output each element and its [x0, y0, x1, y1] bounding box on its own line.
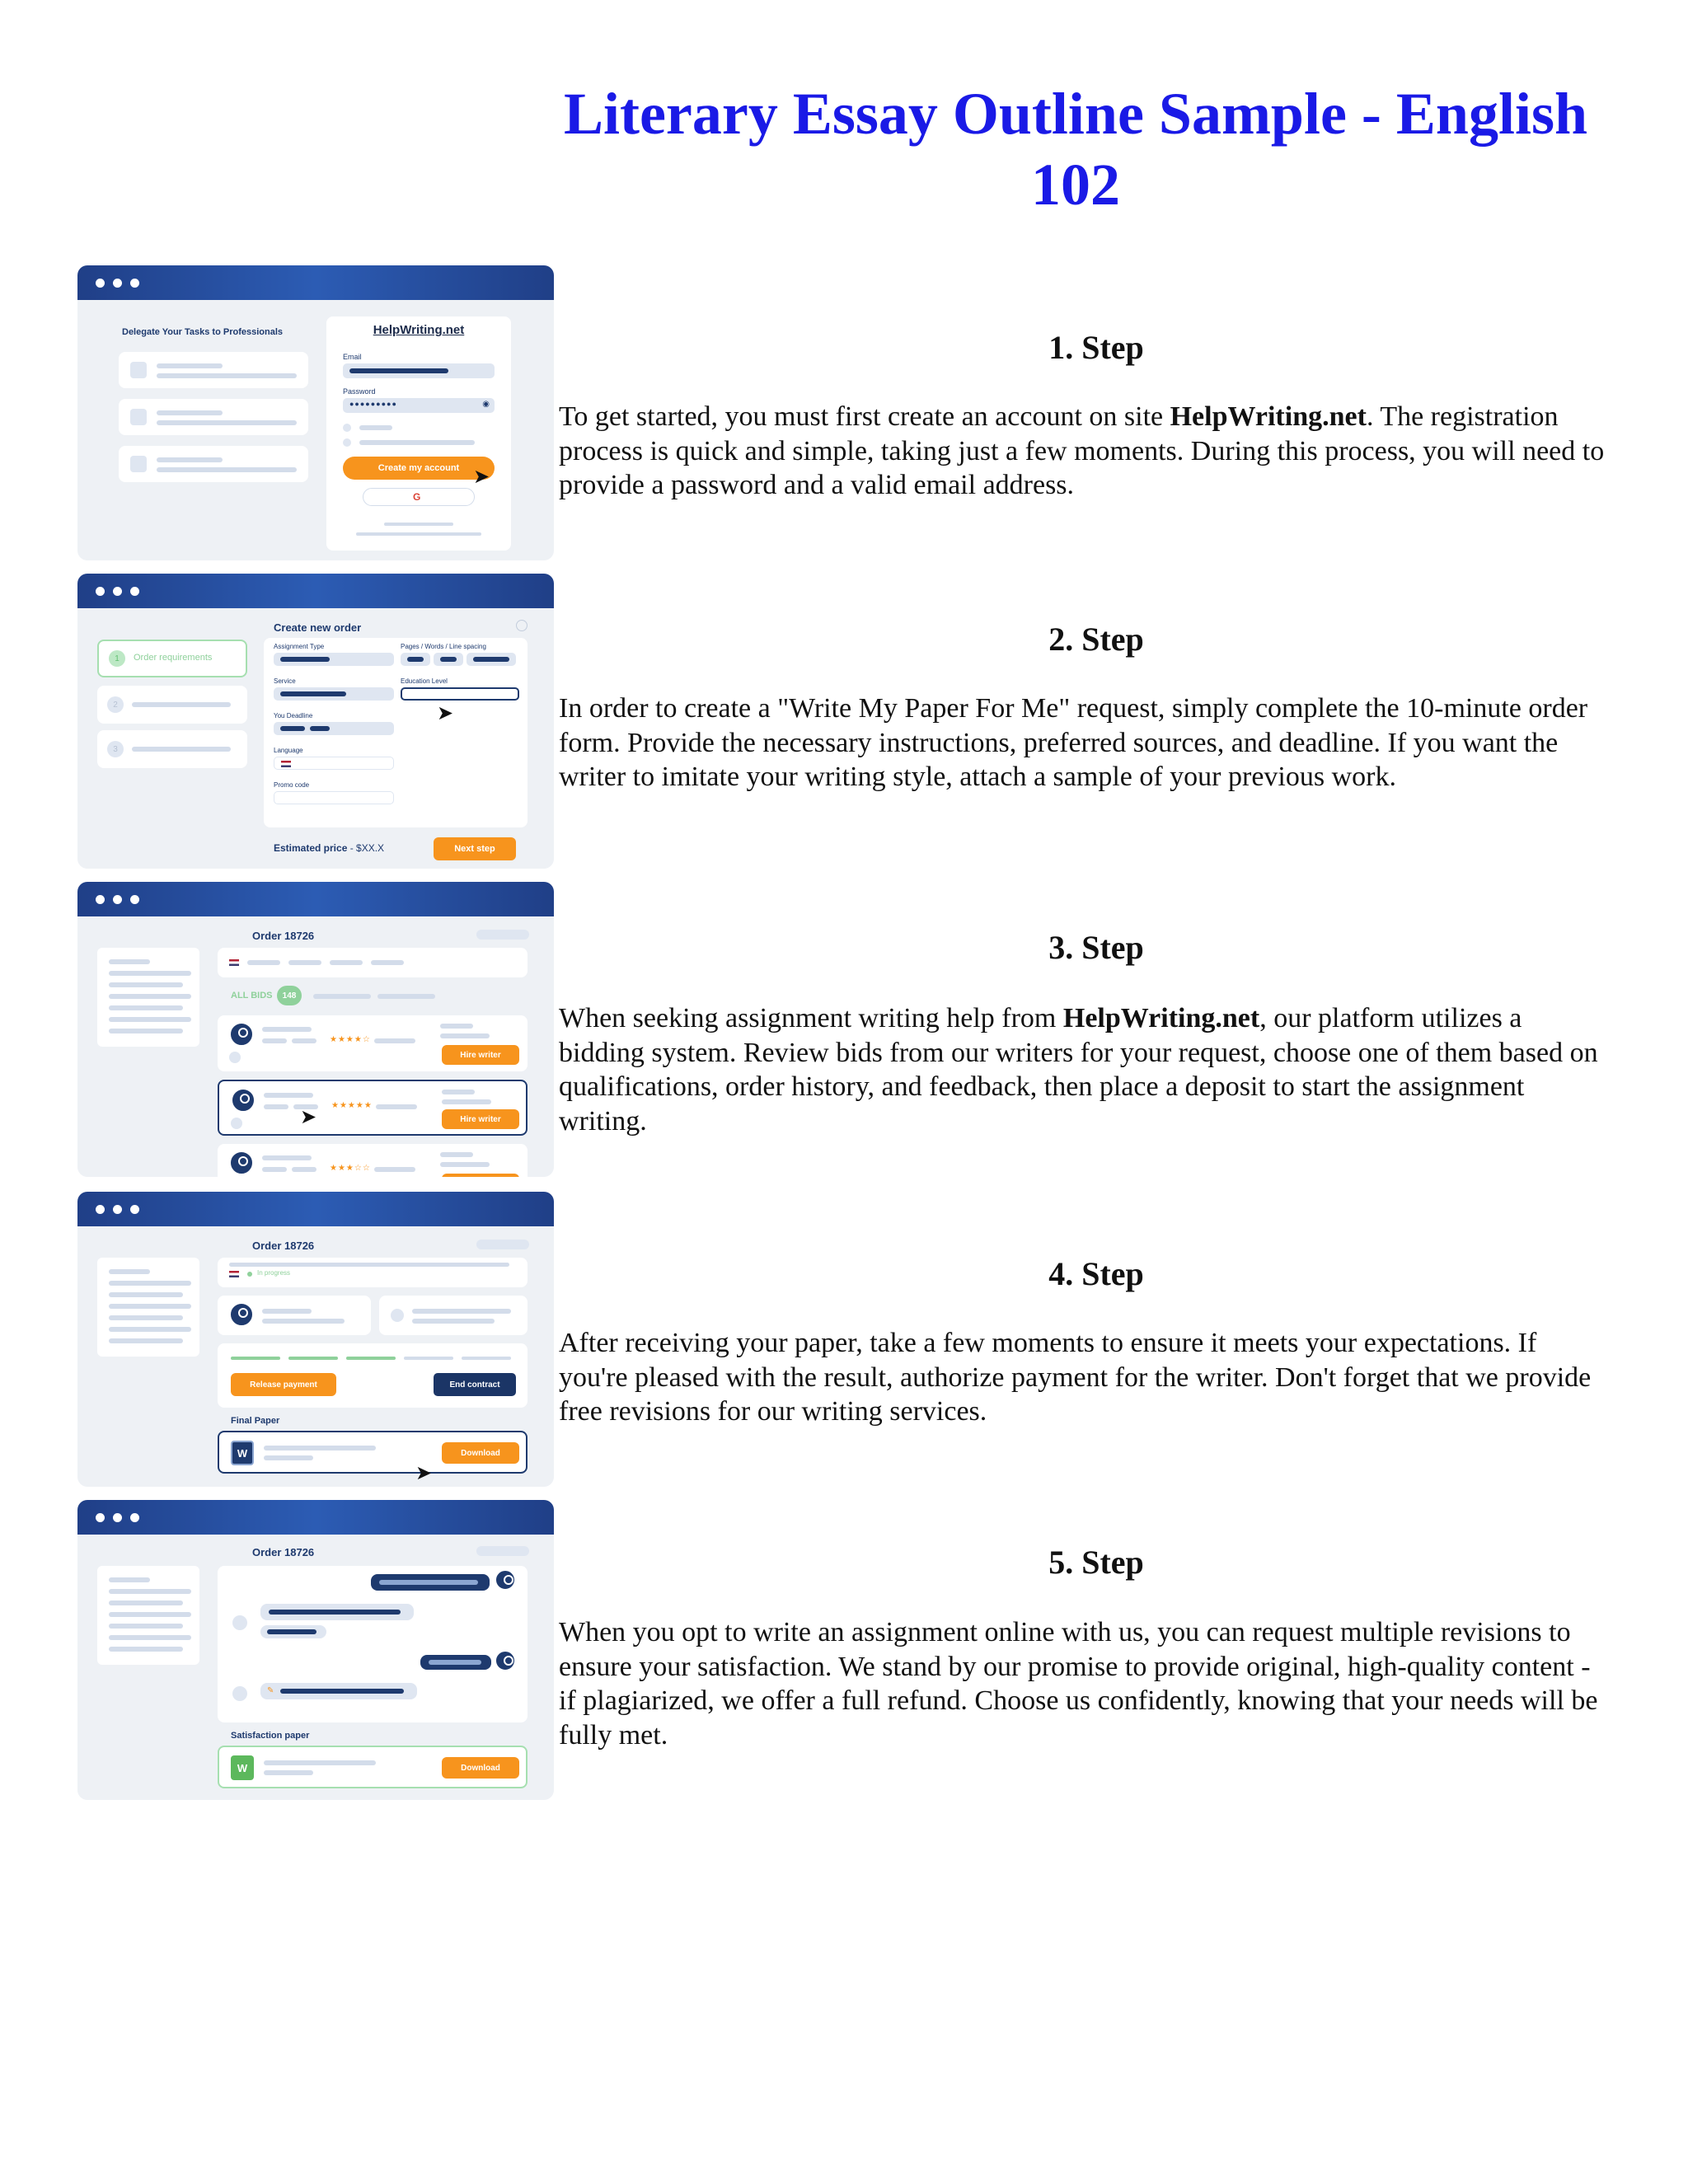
google-signin-button[interactable]: [363, 488, 475, 506]
writer-avatar-icon: [229, 1022, 254, 1047]
feature-card: [119, 446, 308, 482]
password-label: Password: [343, 387, 376, 396]
brand-name: HelpWriting.net: [1062, 1003, 1260, 1033]
education-level-select[interactable]: [401, 687, 519, 701]
password-field[interactable]: ●●●●●●●●● ◉: [343, 398, 495, 413]
order-summary: [218, 948, 528, 977]
signup-heading: Delegate Your Tasks to Professionals: [122, 327, 284, 337]
window-titlebar: [77, 574, 554, 608]
chat-panel: [218, 1566, 528, 1722]
order-number: Order 18726: [252, 1546, 315, 1558]
screenshot-order-progress: [77, 1192, 554, 1487]
order-sidebar: [97, 1566, 199, 1665]
final-paper-label: Final Paper: [231, 1416, 280, 1426]
language-select[interactable]: [274, 757, 394, 770]
screenshot-revisions: [77, 1500, 554, 1800]
brand-name: HelpWriting.net: [1170, 401, 1367, 432]
cursor-icon: ➤: [415, 1462, 433, 1484]
order-number: Order 18726: [252, 1240, 315, 1252]
word-document-icon: W: [231, 1755, 254, 1780]
order-number: Order 18726: [252, 930, 315, 942]
chat-card: [379, 1296, 528, 1335]
create-account-button[interactable]: Create my account: [343, 457, 495, 480]
feature-card: [119, 352, 308, 388]
window-titlebar: [77, 1500, 554, 1535]
cursor-icon: ➤: [437, 702, 454, 724]
cursor-icon: ➤: [473, 466, 490, 488]
all-bids-label: ALL BIDS: [231, 991, 273, 1001]
step-2-text: In order to create a "Write My Paper For Me" request, simply complete the 10-minute order form. Provide the necessary instructions, preferred sources, and deadline. If you want the writer to imitate your writing style, attach a sample of your previous work.: [559, 693, 1588, 792]
window-titlebar: [77, 265, 554, 300]
feature-card: [119, 399, 308, 435]
writer-card: [218, 1296, 371, 1335]
screenshot-bids: [77, 882, 554, 1177]
order-sidebar: [97, 948, 199, 1047]
download-button[interactable]: Download: [442, 1442, 519, 1464]
bid-card-selected[interactable]: [218, 1080, 528, 1136]
brand-logo: HelpWriting.net: [373, 323, 465, 337]
chat-bubble-incoming: [260, 1625, 326, 1638]
help-icon[interactable]: [516, 620, 528, 631]
satisfaction-paper-card: [218, 1746, 528, 1788]
chat-bubble-outgoing: [420, 1655, 491, 1670]
writer-avatar-icon: [231, 1088, 256, 1113]
writer-avatar-icon: [229, 1151, 254, 1175]
screenshot-order-form: [77, 574, 554, 869]
screenshot-signup: [77, 265, 554, 560]
spacing-select[interactable]: [467, 653, 516, 666]
step-5-title: 5. Step: [1048, 1544, 1144, 1581]
user-avatar-icon: [495, 1569, 516, 1591]
bid-card[interactable]: [218, 1015, 528, 1071]
step-4-title: 4. Step: [1048, 1255, 1144, 1292]
attachment-icon: ✎: [267, 1686, 274, 1695]
bids-count-badge: 148: [277, 986, 302, 1005]
chat-bubble-outgoing: [371, 1574, 490, 1591]
email-field[interactable]: [343, 363, 495, 378]
step-4-text: After receiving your paper, take a few moments to ensure it meets your expectations. If you're pleased with the result, authorize payment for the writer. Don't forget that we provide free revisions for our writing services.: [559, 1328, 1592, 1427]
end-contract-button[interactable]: End contract: [434, 1373, 516, 1396]
window-dot: [96, 279, 105, 288]
google-icon: G: [413, 491, 421, 503]
step-2-title: 2. Step: [1048, 621, 1144, 658]
writer-avatar-icon: [229, 1302, 254, 1327]
next-step-button[interactable]: Next step: [434, 837, 516, 860]
assignment-type-select[interactable]: [274, 653, 394, 666]
step-1-text: To get started, you must first create an account on site HelpWriting.net. The registration process is quick and simple, taking just a few moments. During this process, you will need to provide a password and a valid email address.: [559, 401, 1605, 500]
rating-stars: ★★★☆☆: [330, 1164, 371, 1173]
step-5-text: When you opt to write an assignment online with us, you can request multiple revisions to ensure your satisfaction. We stand by our promise to provide original, high-quality content - if plagiarized, we offer a full refund. Choose us confidently, knowing that your needs will be fully met.: [559, 1617, 1598, 1750]
sidebar-step-requirements[interactable]: 1 Order requirements: [97, 640, 247, 677]
signup-form: [326, 316, 511, 551]
order-form-panel: Assignment Type Pages / Words / Line spacing Service Education Level You Deadline Language Promo code: [264, 638, 528, 827]
rating-stars: ★★★★☆: [330, 1035, 371, 1044]
sidebar-step-3[interactable]: 3: [97, 730, 247, 768]
flag-icon: [229, 1271, 239, 1277]
promo-code-input[interactable]: [274, 791, 394, 804]
chat-bubble-attachment: [260, 1683, 417, 1699]
download-button[interactable]: Download: [442, 1757, 519, 1779]
bid-card[interactable]: [218, 1144, 528, 1177]
flag-icon: [281, 761, 291, 767]
step-3-title: 3. Step: [1048, 929, 1144, 966]
word-document-icon: W: [231, 1441, 254, 1465]
cursor-icon: ➤: [300, 1106, 317, 1128]
page-title: Literary Essay Outline Sample - English 102: [563, 81, 1588, 218]
deadline-input[interactable]: [274, 722, 394, 735]
final-paper-card: [218, 1431, 528, 1474]
hire-writer-button[interactable]: Hire writer: [442, 1045, 519, 1065]
step-1-title: 1. Step: [1048, 329, 1144, 366]
progress-card: [218, 1343, 528, 1408]
flag-icon: [229, 959, 239, 966]
satisfaction-paper-label: Satisfaction paper: [231, 1731, 310, 1741]
window-titlebar: [77, 882, 554, 916]
chat-bubble-incoming: [260, 1604, 414, 1620]
release-payment-button[interactable]: Release payment: [231, 1373, 336, 1396]
eye-icon[interactable]: ◉: [482, 400, 490, 409]
step-3-text: When seeking assignment writing help from HelpWriting.net, our platform utilizes a bidding system. Review bids from our writers for your request, choose one of them based on qualifications, order history, and feedback, then place a deposit to start the assignment writing.: [559, 1003, 1598, 1137]
hire-writer-button[interactable]: Hire writer: [442, 1109, 519, 1129]
pages-input[interactable]: [401, 653, 430, 666]
order-sidebar: [97, 1258, 199, 1357]
order-status: In progress: [257, 1269, 291, 1277]
user-avatar-icon: [495, 1650, 516, 1671]
order-summary: [218, 1258, 528, 1287]
window-titlebar: [77, 1192, 554, 1226]
email-label: Email: [343, 353, 362, 361]
rating-stars: ★★★★★: [331, 1101, 373, 1110]
window-dot: [113, 279, 122, 288]
order-form-heading: Create new order: [274, 621, 362, 634]
window-dot: [130, 279, 139, 288]
sidebar-step-2[interactable]: 2: [97, 686, 247, 724]
words-input[interactable]: [434, 653, 463, 666]
estimated-price: Estimated price - $XX.X: [274, 842, 385, 854]
service-select[interactable]: [274, 687, 394, 701]
